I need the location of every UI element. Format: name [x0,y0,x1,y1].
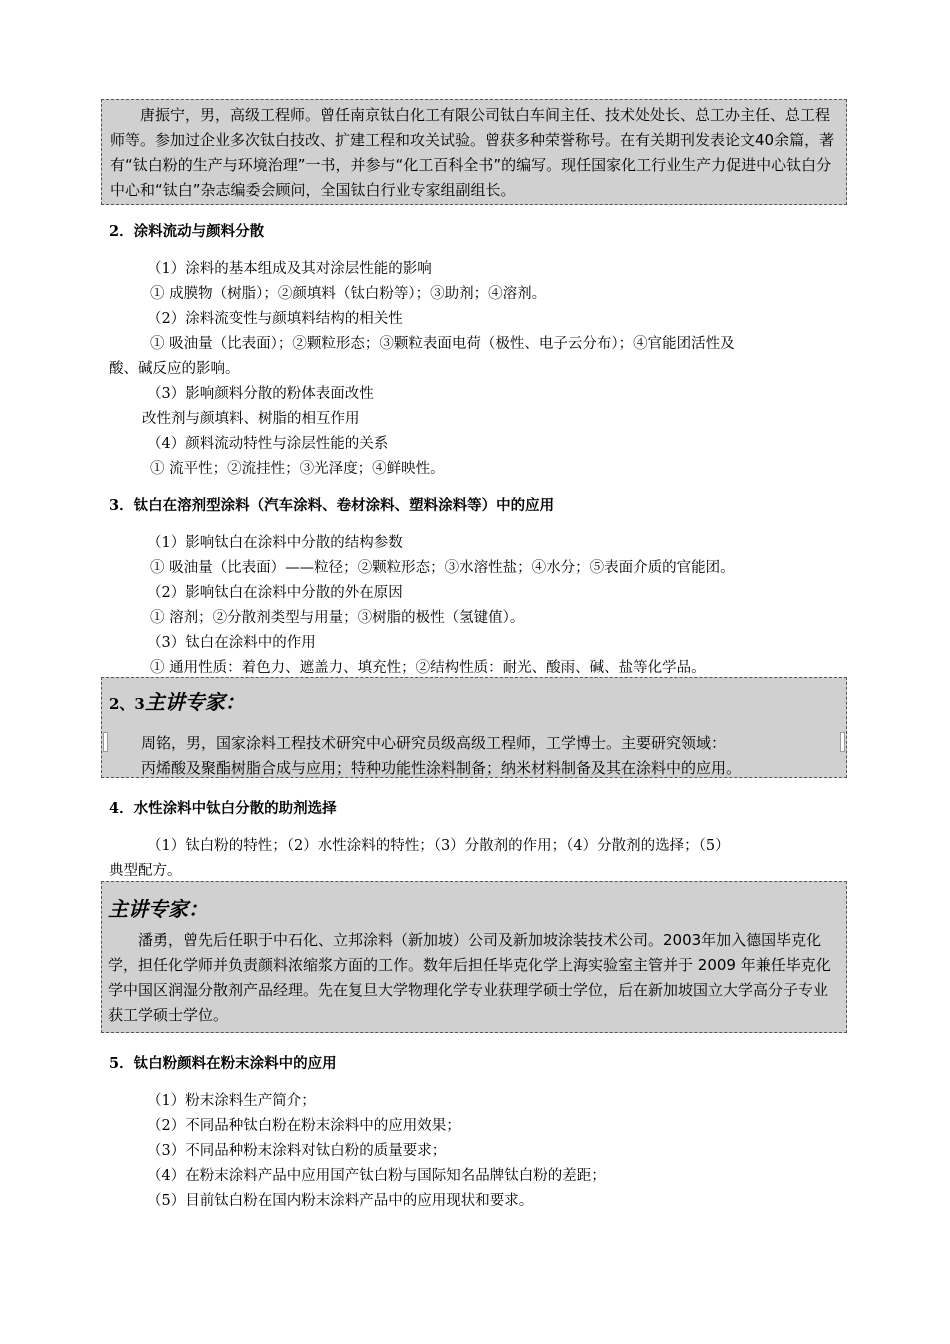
section-2-heading: 2．涂料流动与颜料分散 [109,223,265,240]
section-3-line: ① 吸油量（比表面）——粒径；②颗粒形态；③水溶性盐；④水分；⑤表面介质的官能团。 [150,560,735,576]
section-5-heading: 5．钛白粉颜料在粉末涂料中的应用 [109,1055,337,1072]
section-2-line: 改性剂与颜填料、树脂的相互作用 [142,411,360,427]
section-2-line: 酸、碱反应的影响。 [109,361,240,377]
section-5-line: （2）不同品种钛白粉在粉末涂料中的应用效果； [147,1118,461,1134]
section-2-line: （2）涂料流变性与颜填料结构的相关性 [147,311,403,327]
expert-box-zhou [101,677,847,778]
section-5-line: （4）在粉末涂料产品中应用国产钛白粉与国际知名品牌钛白粉的差距； [147,1168,606,1184]
section-2-line: （3）影响颜料分散的粉体表面改性 [147,386,374,402]
section-2-line: （4）颜料流动特性与涂层性能的关系 [147,436,389,452]
expert-box-pan [101,881,847,1033]
expert-box-heading [109,690,245,717]
expert-bio-box-tang [101,99,847,205]
section-2-line: ① 成膜物（树脂）；②颜填料（钛白粉等）；③助剂；④溶剂。 [150,286,547,302]
section-5-line: （5）目前钛白粉在国内粉末涂料产品中的应用现状和要求。 [147,1193,534,1209]
expert-title: 主讲专家： [144,690,245,714]
right-edge-marker [840,732,845,752]
section-3-line: ① 溶剂；②分散剂类型与用量；③树脂的极性（氢键值）。 [150,610,525,626]
section-3-line: （2）影响钛白在涂料中分散的外在原因 [147,585,403,601]
section-3-line: ① 通用性质：着色力、遮盖力、填充性；②结构性质：耐光、酸雨、碱、盐等化学品。 [150,660,706,676]
section-2-line: ① 流平性；②流挂性；③光泽度；④鲜映性。 [150,461,445,477]
section-2-line: （1）涂料的基本组成及其对涂层性能的影响 [147,261,432,277]
section-3-line: （1）影响钛白在涂料中分散的结构参数 [147,535,403,551]
expert-title: 主讲专家： [108,897,208,921]
section-5-line: （3）不同品种粉末涂料对钛白粉的质量要求； [147,1143,447,1159]
section-2-line: ① 吸油量（比表面）；②颗粒形态；③颗粒表面电荷（极性、电子云分布）；④官能团活性及 [150,336,735,352]
section-3-heading: 3．钛白在溶剂型涂料（汽车涂料、卷材涂料、塑料涂料等）中的应用 [109,497,555,514]
section-4-heading: 4．水性涂料中钛白分散的助剂选择 [109,800,337,817]
section-3-line: （3）钛白在涂料中的作用 [147,635,316,651]
expert-bio-text: 唐振宁，男，高级工程师。曾任南京钛白化工有限公司钛白车间主任、技术处处长、总工办主任、总工程师等。参加过企业多次钛白技改、扩建工程和攻关试验。曾获多种荣誉称号。在有关期刊发表论文40余篇，著有“钛白粉的生产与环境治理”一书，并参与“化工百科全书”的编写。现任国家化工行业生产力促进中心钛白分中心和“钛白”杂志编委会顾问，全国钛白行业专家组副组长。 [110,106,835,199]
section-4-line: 典型配方。 [109,863,182,879]
section-4-line: （1）钛白粉的特性；（2）水性涂料的特性；（3）分散剂的作用；（4）分散剂的选择；（5） [147,838,730,854]
expert-bio-line: 丙烯酸及聚酯树脂合成与应用；特种功能性涂料制备；纳米材料制备及其在涂料中的应用。 [141,759,742,777]
section-ref-prefix: 2、3 [109,695,145,713]
section-5-line: （1）粉末涂料生产简介； [147,1093,316,1109]
expert-bio-text: 潘勇，曾先后任职于中石化、立邦涂料（新加坡）公司及新加坡涂装技术公司。2003年加入德国毕克化学，担任化学师并负责颜料浓缩浆方面的工作。数年后担任毕克化学上海实验室主管并于 2009 年兼任毕克化学中国区润湿分散剂产品经理。先在复旦大学物理化学专业获理学硕士学位，后在新加坡国立大学高分子专业获工学硕士学位。 [108,931,831,1024]
left-edge-marker [103,732,108,752]
expert-bio-line: 周铭，男，国家涂料工程技术研究中心研究员级高级工程师，工学博士。主要研究领域： [141,734,727,752]
